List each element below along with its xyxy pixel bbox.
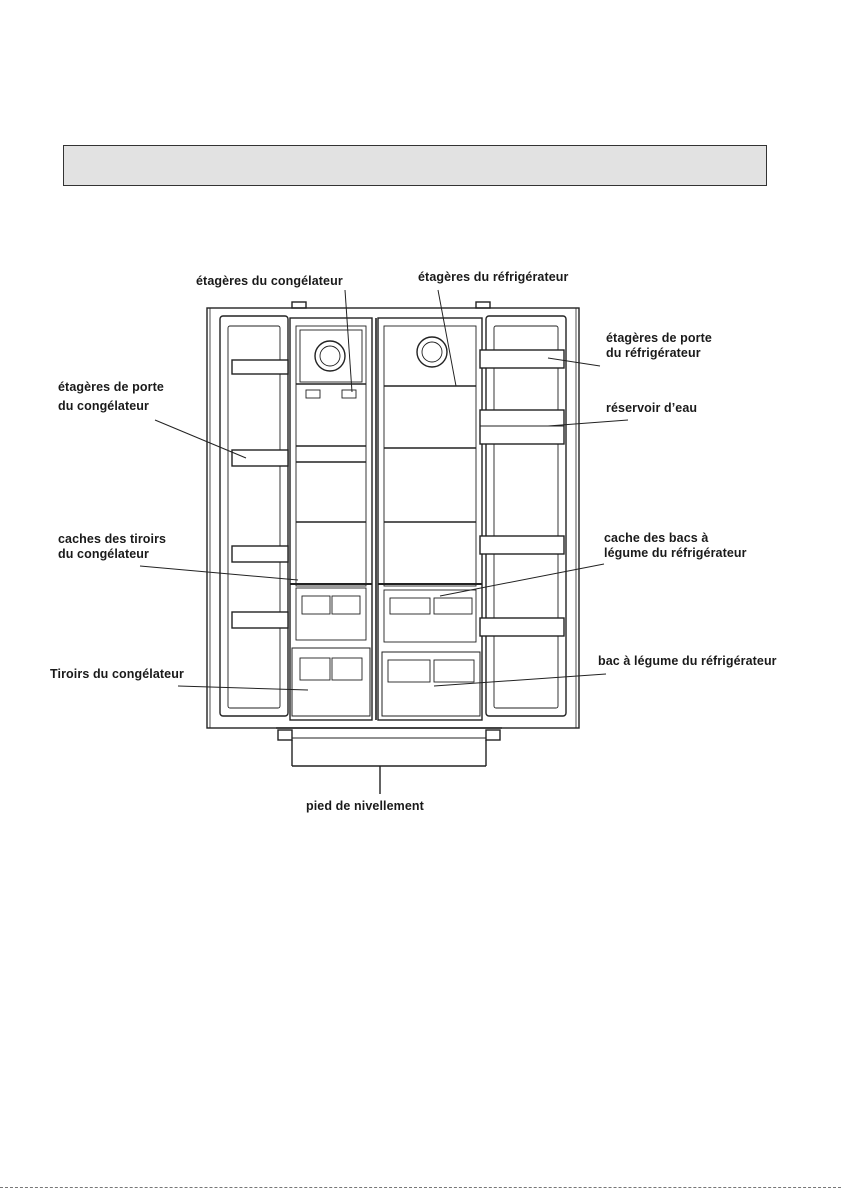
page-bottom-divider	[0, 1187, 841, 1188]
label-fridge-door-shelves: étagères de porte du réfrigérateur	[606, 331, 712, 360]
water-tank-shape	[480, 410, 564, 444]
fridge-fan	[417, 337, 447, 367]
label-water-tank: réservoir d’eau	[606, 401, 698, 415]
label-freezer-drawers: Tiroirs du congélateur	[50, 667, 184, 681]
freezer-door	[220, 316, 288, 716]
label-crisper: bac à légume du réfrigérateur	[598, 654, 777, 668]
label-freezer-door-shelves: étagères de porte du congélateur	[58, 380, 164, 413]
label-freezer-shelves: étagères du congélateur	[196, 274, 343, 288]
label-freezer-drawer-covers: caches des tiroirs du congélateur	[58, 532, 167, 561]
label-fridge-shelves: étagères du réfrigérateur	[418, 270, 569, 284]
freezer-compartment	[290, 318, 372, 720]
label-leveling-foot: pied de nivellement	[306, 799, 424, 813]
label-crisper-cover: cache des bacs à légume du réfrigérateur	[604, 531, 747, 560]
fridge-door	[486, 316, 566, 716]
freezer-fan	[315, 341, 345, 371]
